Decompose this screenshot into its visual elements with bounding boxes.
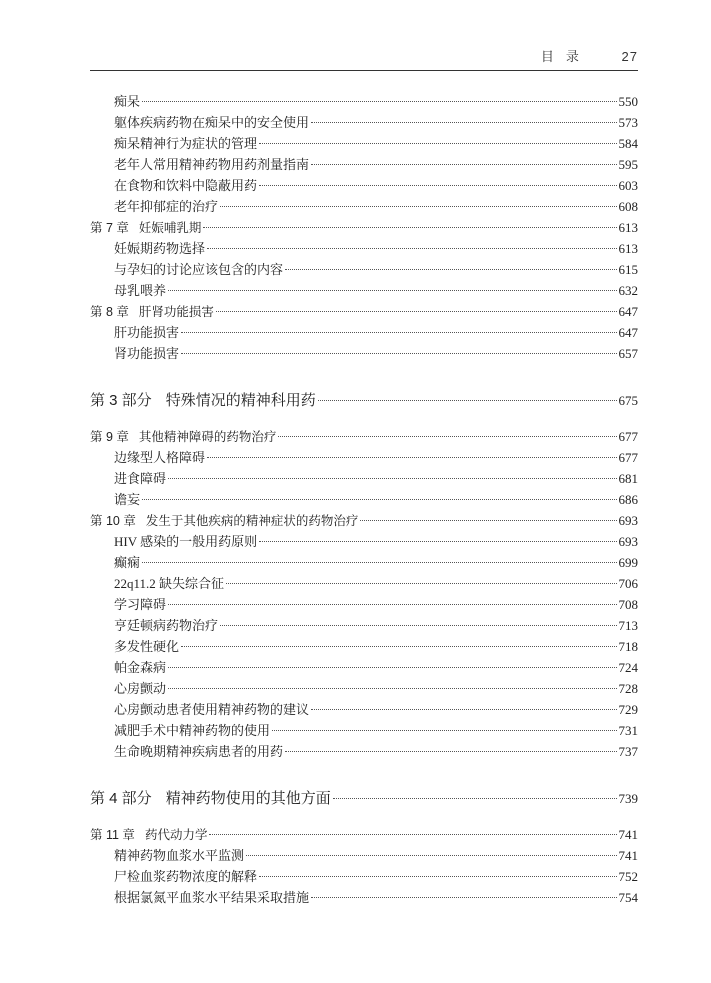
toc-entry-title — [114, 594, 166, 615]
toc-page-number: 728 — [618, 681, 638, 696]
header-text — [541, 46, 638, 65]
toc-entry-title — [114, 699, 309, 720]
toc-entry-label: 癫痫 — [114, 555, 141, 570]
toc-entry-label: 尸检血浆药物浓度的解释 — [114, 869, 258, 884]
toc-entry-row[interactable] — [90, 741, 638, 762]
dot-leader — [318, 400, 617, 401]
toc-entry-label: 22q11.2 缺失综合征 — [114, 576, 225, 591]
toc-entry-title — [114, 720, 270, 741]
toc-entry-row[interactable] — [90, 720, 638, 741]
toc-page-number: 708 — [618, 597, 638, 612]
toc-chapter-row[interactable] — [90, 824, 638, 845]
dot-leader — [168, 478, 616, 479]
toc-entry-title — [114, 468, 166, 489]
toc-entry-row[interactable] — [90, 615, 638, 636]
toc-entry-row[interactable] — [90, 531, 638, 552]
toc-entry-label: 老年抑郁症的治疗 — [114, 199, 219, 214]
toc-entry-row[interactable] — [90, 552, 638, 573]
toc-entry-title — [114, 154, 309, 175]
toc-chapter-number: 第 7 章 — [90, 221, 129, 235]
toc-page-number: 677 — [618, 429, 638, 444]
toc-entry-row[interactable] — [90, 175, 638, 196]
toc-entry-title — [114, 866, 257, 887]
dot-leader — [333, 798, 617, 799]
toc-chapter-title — [90, 218, 201, 239]
toc-entry-row[interactable] — [90, 238, 638, 259]
dot-leader — [259, 143, 616, 144]
toc-page-number: 647 — [618, 304, 638, 319]
dot-leader — [272, 730, 616, 731]
toc-chapter-number: 第 9 章 — [90, 430, 129, 444]
toc-entry-label: 母乳喂养 — [114, 283, 167, 298]
toc-chapter-row[interactable] — [90, 217, 638, 238]
toc-entry-label: 学习障碍 — [114, 597, 167, 612]
toc-entry-title — [114, 552, 140, 573]
toc-page-number: 573 — [618, 115, 638, 130]
toc-entry-label: 精神药物血浆水平监测 — [114, 848, 245, 863]
toc-entry-row[interactable] — [90, 636, 638, 657]
toc-entry-row[interactable] — [90, 678, 638, 699]
header-section-title: 目录 — [540, 49, 591, 64]
dot-leader — [207, 248, 616, 249]
dot-leader — [142, 562, 616, 563]
dot-leader — [311, 897, 616, 898]
toc-page-number: 741 — [618, 848, 638, 863]
toc-page-number: 729 — [618, 702, 638, 717]
toc-entry-title — [114, 343, 179, 364]
toc-page-number: 737 — [618, 744, 638, 759]
dot-leader — [220, 625, 616, 626]
toc-chapter-row[interactable] — [90, 510, 638, 531]
toc-chapter-number: 第 10 章 — [90, 514, 136, 528]
dot-leader — [181, 332, 616, 333]
toc-page-number: 681 — [618, 471, 638, 486]
toc-entry-row[interactable] — [90, 154, 638, 175]
toc-page-number: 724 — [618, 660, 638, 675]
toc-page-number: 613 — [618, 220, 638, 235]
toc-page-number: 752 — [618, 869, 638, 884]
toc-part-title — [90, 388, 316, 414]
toc-entry-title — [114, 657, 166, 678]
toc-entry-row[interactable] — [90, 91, 638, 112]
toc-entry-row[interactable] — [90, 657, 638, 678]
dot-leader — [203, 227, 616, 228]
toc-part-number: 第 3 部分 — [90, 392, 152, 409]
toc-chapter-label: 妊娠哺乳期 — [138, 221, 202, 235]
toc-entry-label: 妊娠期药物选择 — [114, 241, 206, 256]
toc-entry-title — [114, 91, 140, 112]
toc-page-number: 615 — [618, 262, 638, 277]
toc-page-number: 699 — [618, 555, 638, 570]
dot-leader — [168, 688, 616, 689]
toc-chapter-number: 第 11 章 — [90, 828, 135, 842]
toc-page-number: 741 — [618, 827, 638, 842]
dot-leader — [142, 499, 616, 500]
toc-entry-label: 亨廷顿病药物治疗 — [114, 618, 219, 633]
toc-entry-title — [114, 322, 179, 343]
toc-page-number: 739 — [618, 791, 638, 806]
toc-entry-label: 生命晚期精神疾病患者的用药 — [114, 744, 284, 759]
dot-leader — [311, 122, 616, 123]
toc-entry-label: 边缘型人格障碍 — [114, 450, 206, 465]
toc-entry-title — [114, 489, 140, 510]
toc-entry-title — [114, 112, 309, 133]
toc-entry-row[interactable] — [90, 573, 638, 594]
toc-entry-title — [114, 238, 205, 259]
toc-entry-title — [114, 280, 166, 301]
dot-leader — [259, 876, 616, 877]
toc-page-number: 613 — [618, 241, 638, 256]
dot-leader — [142, 101, 616, 102]
toc-page-number: 713 — [618, 618, 638, 633]
toc-entry-row[interactable] — [90, 887, 638, 908]
toc-entry-row[interactable] — [90, 280, 638, 301]
toc-part-label: 特殊情况的精神科用药 — [165, 392, 316, 409]
dot-leader — [311, 164, 616, 165]
dot-leader — [207, 457, 616, 458]
part-spacer — [90, 812, 638, 824]
toc-chapter-label: 发生于其他疾病的精神症状的药物治疗 — [145, 514, 359, 528]
toc-chapter-title — [90, 825, 207, 846]
toc-chapter-row[interactable] — [90, 301, 638, 322]
toc-entry-title — [114, 175, 257, 196]
toc-chapter-label: 药代动力学 — [144, 828, 208, 842]
toc-entry-title — [114, 845, 244, 866]
part-spacer — [90, 364, 638, 388]
toc-page-number: 608 — [618, 199, 638, 214]
dot-leader — [285, 269, 616, 270]
toc-entry-title — [114, 259, 283, 280]
toc-page-number: 632 — [618, 283, 638, 298]
toc-entry-label: 肝功能损害 — [114, 325, 180, 340]
toc-entry-label: 肾功能损害 — [114, 346, 180, 361]
toc-page-number: 647 — [618, 325, 638, 340]
toc-entry-row[interactable] — [90, 133, 638, 154]
toc-entry-label: 根据氯氮平血浆水平结果采取措施 — [114, 890, 310, 905]
toc-entry-label: 躯体疾病药物在痴呆中的安全使用 — [114, 115, 310, 130]
dot-leader — [168, 290, 616, 291]
toc-entry-row[interactable] — [90, 594, 638, 615]
dot-leader — [168, 604, 616, 605]
toc-entry-row[interactable] — [90, 447, 638, 468]
dot-leader — [209, 834, 616, 835]
dot-leader — [311, 709, 616, 710]
toc-page-number: 693 — [618, 513, 638, 528]
dot-leader — [181, 353, 616, 354]
toc-part-title — [90, 786, 331, 812]
toc-entry-row[interactable] — [90, 699, 638, 720]
toc-entry-row[interactable] — [90, 259, 638, 280]
toc-entry-row[interactable] — [90, 322, 638, 343]
dot-leader — [285, 751, 616, 752]
toc-entry-label: 心房颤动患者使用精神药物的建议 — [114, 702, 310, 717]
toc-page-number: 693 — [618, 534, 638, 549]
toc-entry-label: HIV 感染的一般用药原则 — [114, 534, 258, 549]
toc-chapter-label: 其他精神障碍的药物治疗 — [138, 430, 277, 444]
toc-entry-label: 心房颤动 — [114, 681, 167, 696]
toc-entry-title — [114, 133, 257, 154]
toc-chapter-row[interactable] — [90, 426, 638, 447]
toc-page-number: 595 — [618, 157, 638, 172]
toc-entry-label: 老年人常用精神药物用药剂量指南 — [114, 157, 310, 172]
toc-entry-title — [114, 531, 257, 552]
dot-leader — [246, 855, 616, 856]
toc-entry-label: 帕金森病 — [114, 660, 167, 675]
toc-entry-row[interactable] — [90, 468, 638, 489]
dot-leader — [216, 311, 617, 312]
toc-page-number: 686 — [618, 492, 638, 507]
toc-entry-label: 谵妄 — [114, 492, 141, 507]
part-spacer — [90, 762, 638, 786]
toc-entry-row[interactable] — [90, 196, 638, 217]
toc-entry-label: 与孕妇的讨论应该包含的内容 — [114, 262, 284, 277]
dot-leader — [360, 520, 616, 521]
toc-entry-title — [114, 887, 309, 908]
toc-entry-row[interactable] — [90, 343, 638, 364]
toc-chapter-number: 第 8 章 — [90, 305, 129, 319]
toc-entry-label: 减肥手术中精神药物的使用 — [114, 723, 271, 738]
toc-entry-label: 进食障碍 — [114, 471, 167, 486]
toc-page-number: 677 — [618, 450, 638, 465]
toc-page-number: 603 — [618, 178, 638, 193]
toc-entry-label: 痴呆 — [114, 94, 141, 109]
toc-page-number: 718 — [618, 639, 638, 654]
toc-entry-title — [114, 636, 179, 657]
toc-entry-title — [114, 615, 218, 636]
toc-entry-title — [114, 741, 283, 762]
toc-entry-label: 多发性硬化 — [114, 639, 180, 654]
toc-chapter-title — [90, 302, 214, 323]
toc-entry-row[interactable] — [90, 112, 638, 133]
dot-leader — [259, 541, 616, 542]
header-page-number: 27 — [621, 49, 638, 64]
dot-leader — [226, 583, 616, 584]
toc-chapter-title — [90, 427, 276, 448]
toc-entry-title — [114, 447, 205, 468]
toc-entry-label: 痴呆精神行为症状的管理 — [114, 136, 258, 151]
toc-entry-title — [114, 196, 218, 217]
toc-page-number: 675 — [618, 393, 638, 408]
dot-leader — [181, 646, 616, 647]
toc-part-row[interactable] — [90, 786, 638, 812]
toc-page-number: 731 — [618, 723, 638, 738]
toc-entry-row[interactable] — [90, 489, 638, 510]
part-spacer — [90, 414, 638, 426]
table-of-contents — [90, 91, 638, 908]
toc-page-number: 550 — [618, 94, 638, 109]
toc-entry-row[interactable] — [90, 845, 638, 866]
toc-entry-title — [114, 678, 166, 699]
dot-leader — [220, 206, 616, 207]
toc-entry-title — [114, 573, 224, 594]
dot-leader — [278, 436, 616, 437]
toc-page-number: 706 — [618, 576, 638, 591]
dot-leader — [168, 667, 616, 668]
toc-part-row[interactable] — [90, 388, 638, 414]
toc-page-number: 657 — [618, 346, 638, 361]
toc-chapter-label: 肝肾功能损害 — [138, 305, 214, 319]
toc-entry-label: 在食物和饮料中隐蔽用药 — [114, 178, 258, 193]
running-header — [90, 40, 638, 71]
toc-part-label: 精神药物使用的其他方面 — [165, 790, 331, 807]
toc-page-number: 754 — [618, 890, 638, 905]
toc-page-number: 584 — [618, 136, 638, 151]
toc-entry-row[interactable] — [90, 866, 638, 887]
dot-leader — [259, 185, 616, 186]
toc-part-number: 第 4 部分 — [90, 790, 152, 807]
toc-chapter-title — [90, 511, 358, 532]
